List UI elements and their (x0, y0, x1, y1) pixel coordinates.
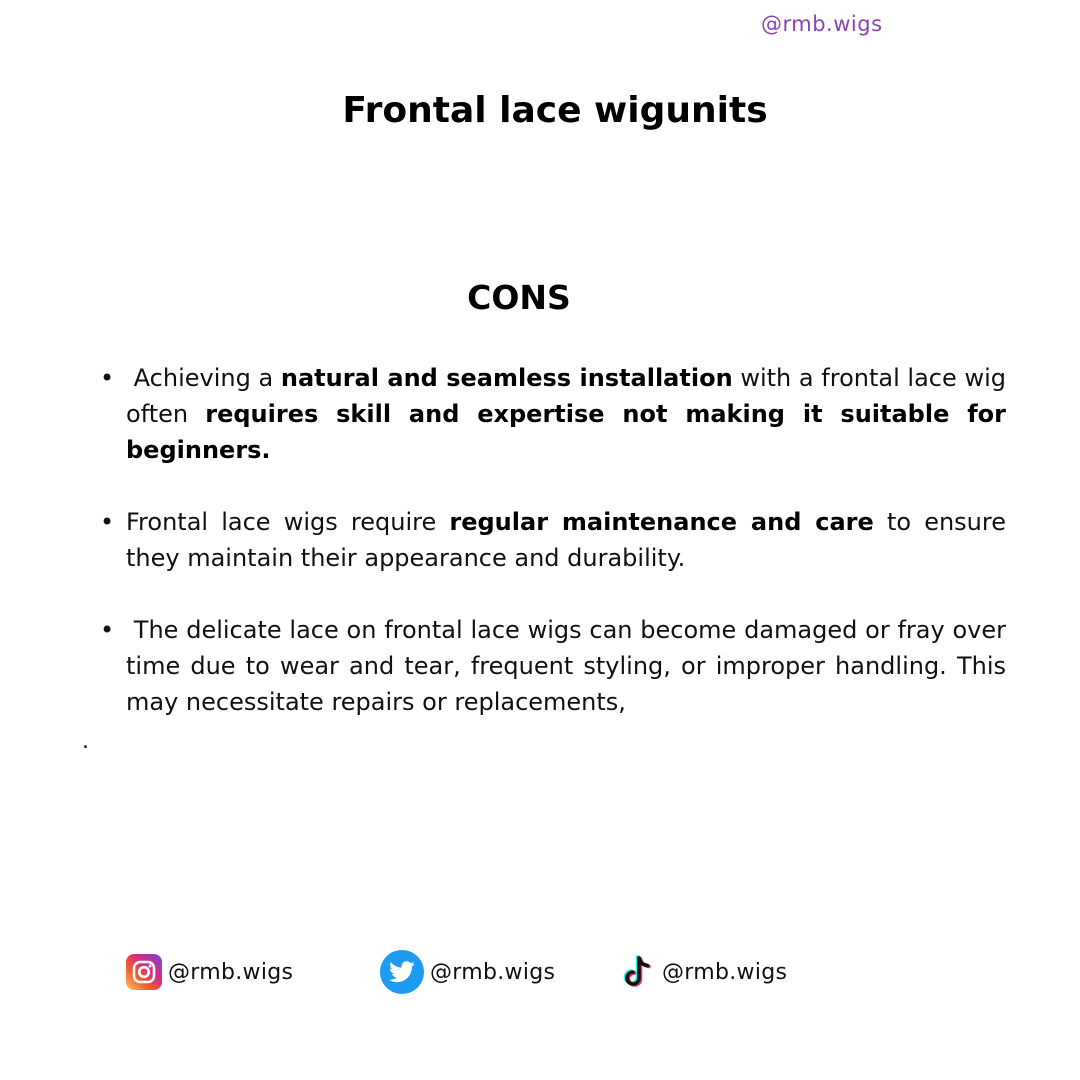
list-item (100, 612, 1006, 720)
bullet-icon: • (100, 364, 115, 392)
bullet-icon: • (100, 616, 115, 644)
tiktok-handle: @rmb.wigs (662, 959, 788, 985)
instagram-icon (126, 954, 162, 990)
instagram-link[interactable] (126, 952, 293, 992)
twitter-icon (380, 950, 424, 994)
stray-dot: . (82, 729, 89, 754)
list-item (100, 504, 1006, 576)
top-handle[interactable]: @rmb.wigs (761, 12, 883, 36)
instagram-handle: @rmb.wigs (168, 959, 294, 985)
bullet-icon: • (100, 508, 115, 536)
cons-heading: CONS (467, 278, 571, 317)
item-text: The delicate lace on frontal lace wigs can become damaged or fray over time due to wear and tear, frequent styling, or improper handling. This may necessitate repairs or replacements, (126, 616, 1006, 716)
list-item (100, 360, 1006, 468)
page-title: Frontal lace wigunits (342, 90, 768, 131)
tiktok-link[interactable] (622, 952, 787, 992)
item-text: Achieving a natural and seamless installation with a frontal lace wig often requires skill and expertise not making it suitable for beginners. (126, 364, 1006, 464)
tiktok-icon (622, 953, 656, 991)
twitter-link[interactable] (380, 952, 555, 992)
cons-list (100, 360, 1006, 756)
item-text: Frontal lace wigs require regular maintenance and care to ensure they maintain their appearance and durability. (126, 508, 1006, 572)
twitter-handle: @rmb.wigs (430, 959, 556, 985)
